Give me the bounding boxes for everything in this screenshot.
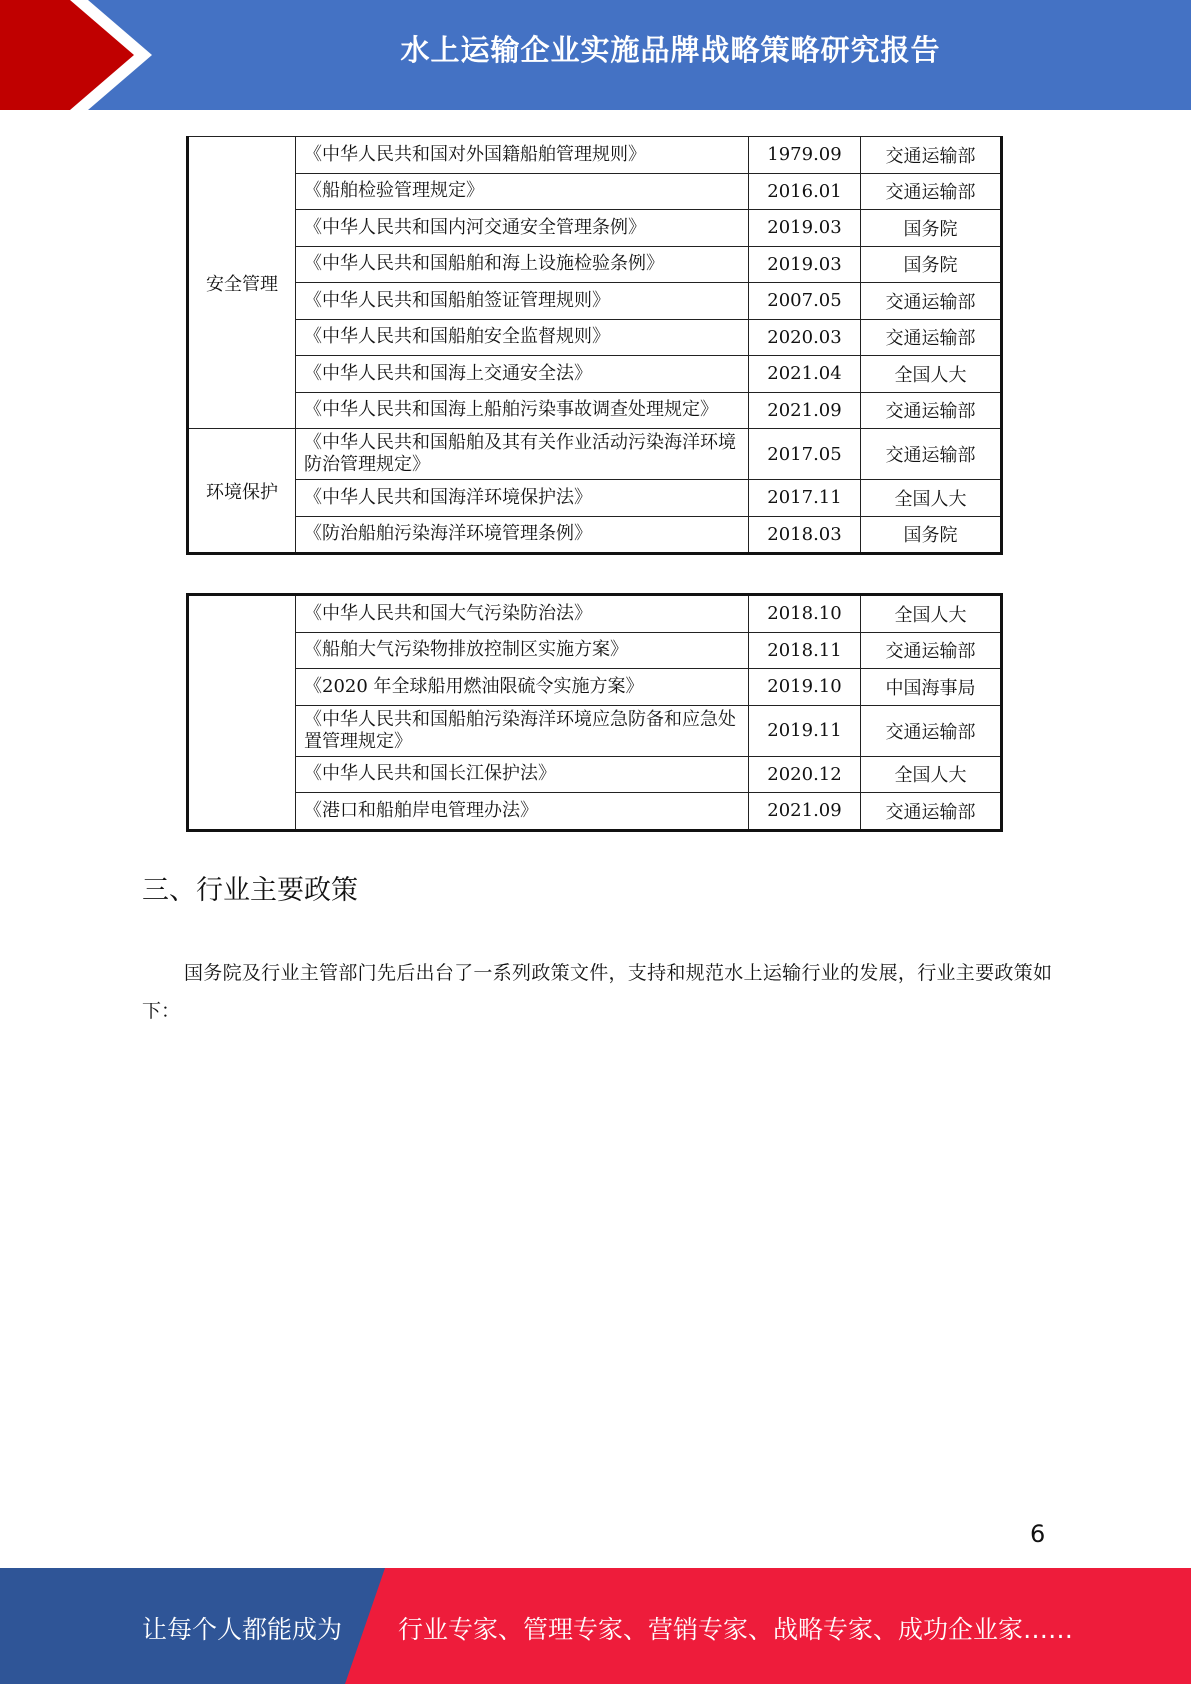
report-title: 水上运输企业实施品牌战略策略研究报告 bbox=[400, 33, 941, 67]
regulation-issuer: 交通运输部 bbox=[861, 705, 1002, 756]
page-footer bbox=[0, 1568, 1191, 1684]
table-row bbox=[188, 137, 1002, 174]
regulation-name: 《中华人民共和国船舶签证管理规则》 bbox=[296, 283, 749, 320]
regulation-issuer: 交通运输部 bbox=[861, 793, 1002, 831]
table-row bbox=[188, 319, 1002, 356]
regulation-date: 2019.03 bbox=[749, 210, 861, 247]
regulation-name: 《中华人民共和国对外国籍船舶管理规则》 bbox=[296, 137, 749, 174]
regulation-issuer: 交通运输部 bbox=[861, 283, 1002, 320]
regulation-issuer: 交通运输部 bbox=[861, 392, 1002, 429]
regulation-name: 《中华人民共和国船舶安全监督规则》 bbox=[296, 319, 749, 356]
regulation-name: 《中华人民共和国长江保护法》 bbox=[296, 756, 749, 793]
regulation-date: 2019.11 bbox=[749, 705, 861, 756]
regulation-issuer: 交通运输部 bbox=[861, 429, 1002, 480]
regulation-date: 2018.10 bbox=[749, 595, 861, 633]
regulation-name: 《港口和船舶岸电管理办法》 bbox=[296, 793, 749, 831]
regulation-name: 《中华人民共和国海洋环境保护法》 bbox=[296, 480, 749, 517]
section-heading: 三、行业主要政策 bbox=[142, 875, 358, 906]
regulation-date: 2020.03 bbox=[749, 319, 861, 356]
regulation-issuer: 交通运输部 bbox=[861, 173, 1002, 210]
table-row bbox=[188, 595, 1002, 633]
footer-slogan-right: 行业专家、管理专家、营销专家、战略专家、成功企业家…… bbox=[398, 1615, 1074, 1644]
regulation-name: 《船舶大气污染物排放控制区实施方案》 bbox=[296, 632, 749, 669]
page-number: 6 bbox=[1030, 1520, 1046, 1548]
regulation-date: 2021.09 bbox=[749, 793, 861, 831]
regulation-issuer: 全国人大 bbox=[861, 595, 1002, 633]
regulation-name: 《中华人民共和国内河交通安全管理条例》 bbox=[296, 210, 749, 247]
regulation-issuer: 国务院 bbox=[861, 516, 1002, 554]
category-cell: 安全管理 bbox=[188, 137, 296, 429]
page-header bbox=[0, 0, 1191, 110]
regulation-name: 《防治船舶污染海洋环境管理条例》 bbox=[296, 516, 749, 554]
regulation-date: 2019.03 bbox=[749, 246, 861, 283]
regulation-date: 2018.03 bbox=[749, 516, 861, 554]
regulation-date: 2020.12 bbox=[749, 756, 861, 793]
regulation-date: 1979.09 bbox=[749, 137, 861, 174]
regulation-date: 2017.05 bbox=[749, 429, 861, 480]
regulation-name: 《中华人民共和国海上船舶污染事故调查处理规定》 bbox=[296, 392, 749, 429]
footer-slogan-left: 让每个人都能成为 bbox=[142, 1615, 343, 1644]
table-row bbox=[188, 756, 1002, 793]
regulation-issuer: 全国人大 bbox=[861, 356, 1002, 393]
table-row bbox=[188, 632, 1002, 669]
regulation-date: 2021.04 bbox=[749, 356, 861, 393]
regulation-issuer: 中国海事局 bbox=[861, 669, 1002, 706]
regulation-name: 《2020 年全球船用燃油限硫令实施方案》 bbox=[296, 669, 749, 706]
table-row bbox=[188, 210, 1002, 247]
table-row bbox=[188, 516, 1002, 554]
regulation-issuer: 全国人大 bbox=[861, 756, 1002, 793]
regulation-issuer: 全国人大 bbox=[861, 480, 1002, 517]
regulation-date: 2019.10 bbox=[749, 669, 861, 706]
regulation-issuer: 国务院 bbox=[861, 210, 1002, 247]
regulation-date: 2018.11 bbox=[749, 632, 861, 669]
regulation-date: 2007.05 bbox=[749, 283, 861, 320]
regulation-date: 2017.11 bbox=[749, 480, 861, 517]
regulation-date: 2016.01 bbox=[749, 173, 861, 210]
regulation-name: 《中华人民共和国大气污染防治法》 bbox=[296, 595, 749, 633]
table-row bbox=[188, 480, 1002, 517]
table-row bbox=[188, 246, 1002, 283]
regulation-issuer: 国务院 bbox=[861, 246, 1002, 283]
table-row bbox=[188, 392, 1002, 429]
regulation-name: 《中华人民共和国海上交通安全法》 bbox=[296, 356, 749, 393]
table-row bbox=[188, 793, 1002, 831]
table-row bbox=[188, 356, 1002, 393]
table-row bbox=[188, 705, 1002, 756]
regulation-name: 《中华人民共和国船舶及其有关作业活动污染海洋环境防治管理规定》 bbox=[296, 429, 749, 480]
regulation-date: 2021.09 bbox=[749, 392, 861, 429]
policy-table-1 bbox=[186, 136, 1003, 555]
body-paragraph: 国务院及行业主管部门先后出台了一系列政策文件，支持和规范水上运输行业的发展，行业主要政策如下： bbox=[142, 962, 1052, 1022]
category-cell bbox=[188, 595, 296, 831]
category-cell: 环境保护 bbox=[188, 429, 296, 554]
regulation-name: 《中华人民共和国船舶和海上设施检验条例》 bbox=[296, 246, 749, 283]
table-row bbox=[188, 429, 1002, 480]
regulation-issuer: 交通运输部 bbox=[861, 137, 1002, 174]
regulation-name: 《中华人民共和国船舶污染海洋环境应急防备和应急处置管理规定》 bbox=[296, 705, 749, 756]
policy-table-2 bbox=[186, 593, 1003, 832]
table-row bbox=[188, 173, 1002, 210]
table-row bbox=[188, 669, 1002, 706]
regulation-name: 《船舶检验管理规定》 bbox=[296, 173, 749, 210]
regulation-issuer: 交通运输部 bbox=[861, 319, 1002, 356]
regulation-issuer: 交通运输部 bbox=[861, 632, 1002, 669]
table-row bbox=[188, 283, 1002, 320]
